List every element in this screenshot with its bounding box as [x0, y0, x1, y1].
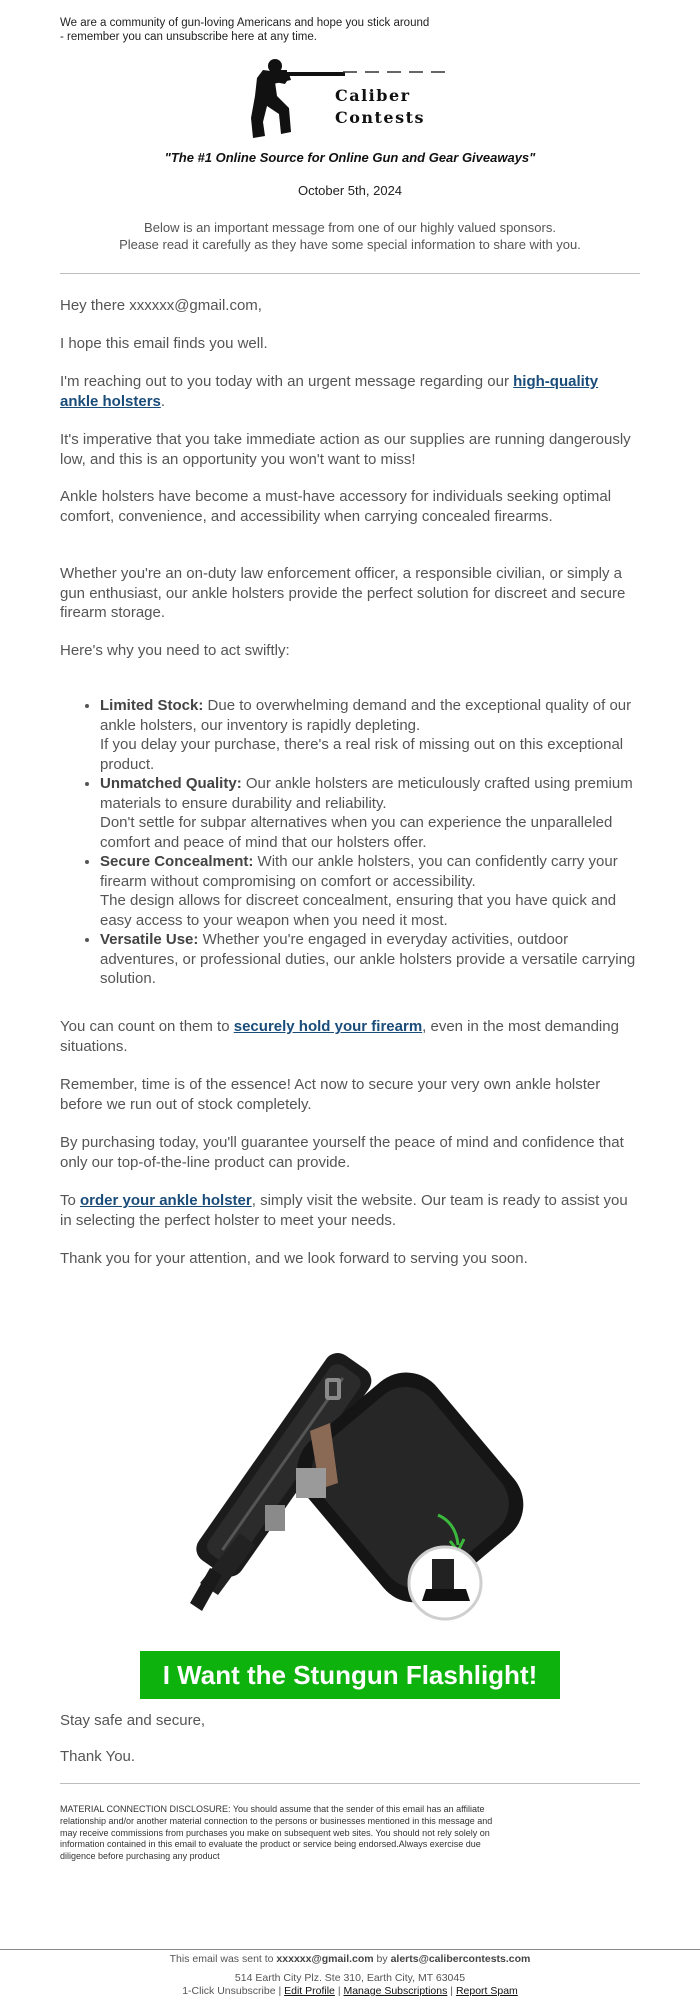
logo-word-caliber: Caliber — [335, 86, 411, 105]
reason-title: Limited Stock: — [100, 697, 204, 714]
community-note-line1: We are a community of gun-loving Americans and hope you stick around — [60, 17, 430, 29]
reasons-list — [60, 696, 640, 989]
footer-sent-mid: by — [373, 1953, 391, 1965]
paragraph-4: Ankle holsters have become a must-have accessory for individuals seeking optimal comfort, convenience, and accessibility when carrying concealed firearms. — [60, 488, 612, 525]
material-connection-disclosure: MATERIAL CONNECTION DISCLOSURE: You should assume that the sender of this email has an affiliate relationship and/or another material connection to the persons or businesses mentioned in this message and may receive commissions from purchases you make on subsequent web sites. You should not rely solely on information contained in this email to evaluate the product or service being endorsed.Always exercise due diligence before purchasing any product — [60, 1804, 493, 1862]
paragraph-10-text: To — [60, 1192, 81, 1209]
paragraph-2 — [60, 372, 640, 411]
list-item — [100, 930, 640, 989]
sponsor-note — [0, 219, 700, 253]
sponsor-note-line2: Please read it carefully as they have some special information to share with you. — [119, 237, 581, 252]
reason-title: Versatile Use: — [100, 931, 199, 948]
paragraph-1: I hope this email finds you well. — [60, 335, 268, 352]
footer-address: 514 Earth City Plz. Ste 310, Earth City, MT 63045 — [234, 1972, 466, 1984]
report-spam-link[interactable]: Report Spam — [455, 1985, 518, 1997]
footer-recipient: xxxxxx@gmail.com — [276, 1953, 374, 1965]
reason-text: Due to overwhelming demand and the exceptional quality of our ankle holsters, our inventory is rapidly depleting. — [100, 697, 632, 734]
caliber-contests-logo — [245, 52, 455, 140]
ankle-holster-product-image[interactable] — [170, 1283, 530, 1635]
paragraph-10 — [60, 1191, 640, 1230]
reason-title: Unmatched Quality: — [100, 775, 242, 792]
soldier-silhouette-icon — [245, 52, 345, 140]
paragraph-8: Remember, time is of the essence! Act now to secure your very own ankle holster before we run out of stock completely. — [60, 1076, 601, 1113]
footer-sent-line — [0, 1953, 700, 1966]
paragraph-10-end: , simply visit the website. Our team is ready to assist you in selecting the perfect holster to meet your needs. — [60, 1192, 628, 1229]
paragraph-7 — [60, 1017, 640, 1056]
footer-separator: | — [334, 1985, 344, 1997]
closing-line-2: Thank You. — [60, 1748, 136, 1765]
footer-sender: alerts@calibercontests.com — [390, 1953, 531, 1965]
high-quality-ankle-holsters-link[interactable]: high-quality ankle holsters — [60, 373, 599, 410]
community-note — [60, 16, 460, 44]
edit-profile-link[interactable]: Edit Profile — [284, 1985, 335, 1997]
email-date: October 5th, 2024 — [297, 183, 403, 198]
closing-line-1: Stay safe and secure, — [60, 1712, 206, 1729]
paragraph-6: Here's why you need to act swiftly: — [60, 642, 290, 659]
reason-extra: If you delay your purchase, there's a real risk of missing out on this exceptional product. — [100, 736, 624, 773]
footer-divider — [0, 1949, 700, 1950]
paragraph-2-end: . — [160, 392, 166, 410]
list-item — [100, 852, 640, 930]
manage-subscriptions-link[interactable]: Manage Subscriptions — [343, 1985, 448, 1997]
paragraph-11: Thank you for your attention, and we look forward to serving you soon. — [60, 1250, 528, 1267]
reason-text: With our ankle holsters, you can confidently carry your firearm without compromising on comfort or accessibility. — [100, 853, 618, 890]
reason-extra: Don't settle for subpar alternatives when you can experience the unparalleled comfort and peace of mind that our holsters offer. — [100, 814, 613, 851]
securely-hold-firearm-link[interactable]: securely hold your firearm — [233, 1018, 423, 1035]
reason-extra: The design allows for discreet concealment, ensuring that you have quick and easy access to your weapon when you need it most. — [100, 892, 617, 929]
paragraph-7-text: You can count on them to — [60, 1018, 234, 1035]
reason-text: Our ankle holsters are meticulously crafted using premium materials to ensure durability and reliability. — [100, 775, 633, 812]
reason-text: Whether you're engaged in everyday activities, outdoor adventures, or professional duties, our ankle holsters provide a versatile carrying solution. — [100, 931, 636, 987]
greeting: Hey there xxxxxx@gmail.com, — [60, 297, 262, 314]
paragraph-7-end: , even in the most demanding situations. — [60, 1018, 619, 1055]
footer-sent-pre: This email was sent to — [169, 1953, 277, 1965]
community-note-line2: - remember you can unsubscribe here at any time. — [60, 31, 317, 43]
tagline: "The #1 Online Source for Online Gun and Gear Giveaways" — [164, 150, 536, 165]
logo-word-contests: Contests — [335, 108, 426, 127]
paragraph-5: Whether you're an on-duty law enforcement officer, a responsible civilian, or simply a gun enthusiast, our ankle holsters provide the perfect solution for discreet and secure firearm storage. — [60, 565, 626, 621]
paragraph-9: By purchasing today, you'll guarantee yourself the peace of mind and confidence that only our top-of-the-line product can provide. — [60, 1134, 624, 1171]
paragraph-2-text: I'm reaching out to you today with an urgent message regarding our — [60, 373, 514, 390]
reason-title: Secure Concealment: — [100, 853, 254, 870]
paragraph-3: It's imperative that you take immediate action as our supplies are running dangerously low, and this is an opportunity you won't want to miss! — [60, 431, 631, 468]
footer-separator: | — [275, 1985, 285, 1997]
dashed-line-decoration — [343, 70, 453, 74]
sponsor-note-line1: Below is an important message from one of our highly valued sponsors. — [144, 220, 556, 235]
divider — [60, 1783, 640, 1784]
stungun-flashlight-cta-button[interactable]: I Want the Stungun Flashlight! — [140, 1651, 560, 1699]
list-item — [100, 696, 640, 774]
one-click-unsubscribe[interactable]: 1-Click Unsubscribe — [182, 1985, 276, 1997]
footer-separator: | — [447, 1985, 456, 1997]
order-ankle-holster-link[interactable]: order your ankle holster — [80, 1192, 252, 1209]
list-item — [100, 774, 640, 852]
divider — [60, 273, 640, 274]
footer-links — [0, 1985, 700, 1998]
